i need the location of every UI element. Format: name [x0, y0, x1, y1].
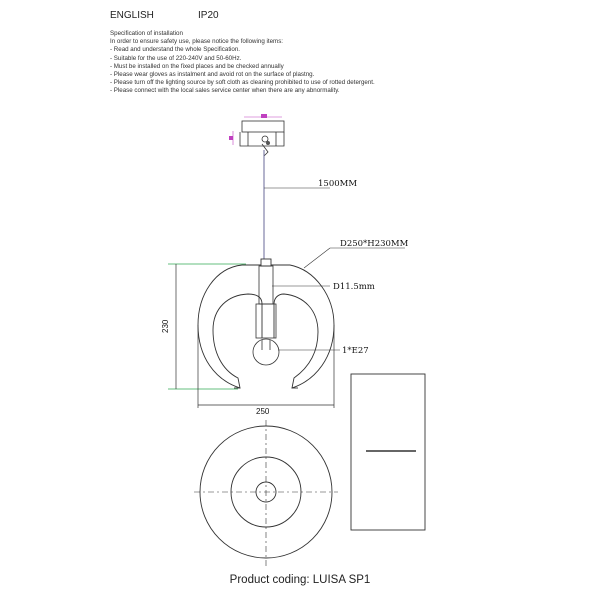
ip-rating: IP20 [198, 10, 219, 21]
width-dimension-value: 250 [256, 407, 270, 416]
height-dimension [168, 264, 246, 389]
packaging-box [351, 374, 425, 530]
spec-line: - Read and understand the whole Specification. [110, 46, 241, 54]
lamp-base-label: 1*E27 [342, 346, 369, 356]
spec-line: In order to ensure safety use, please notice the following items: [110, 38, 284, 46]
ceiling-canopy [229, 114, 284, 156]
spec-line: - Please turn off the lighting source by soft cloth as cleaning prohibited to use of rotted detergent. [110, 79, 375, 87]
product-code: Product coding: LUISA SP1 [229, 574, 371, 586]
shade-size-label: D250*H230MM [340, 239, 409, 249]
spec-line: - Must be installed on the fixed places and be checked annually [110, 62, 284, 70]
shade-size-leader [304, 248, 405, 268]
language-label: ENGLISH [110, 10, 154, 21]
spec-line: - Suitable for the use of 220-240V and 50-60Hz. [110, 54, 242, 62]
tube-diameter-label: D11.5mm [333, 282, 375, 292]
height-dimension-value: 230 [161, 319, 170, 333]
socket-and-bulb [253, 266, 279, 365]
spec-line: - Please wear gloves as instalment and avoid rot on the surface of plastng. [110, 71, 315, 79]
width-dimension [198, 325, 334, 408]
spec-line: - Please connect with the local sales service center when there are any abnormality. [110, 87, 340, 95]
globe-shade-side-view [198, 259, 334, 388]
globe-top-view [194, 420, 338, 566]
spec-title: Specification of installation [110, 30, 183, 37]
cable-length-label: 1500MM [318, 179, 358, 189]
